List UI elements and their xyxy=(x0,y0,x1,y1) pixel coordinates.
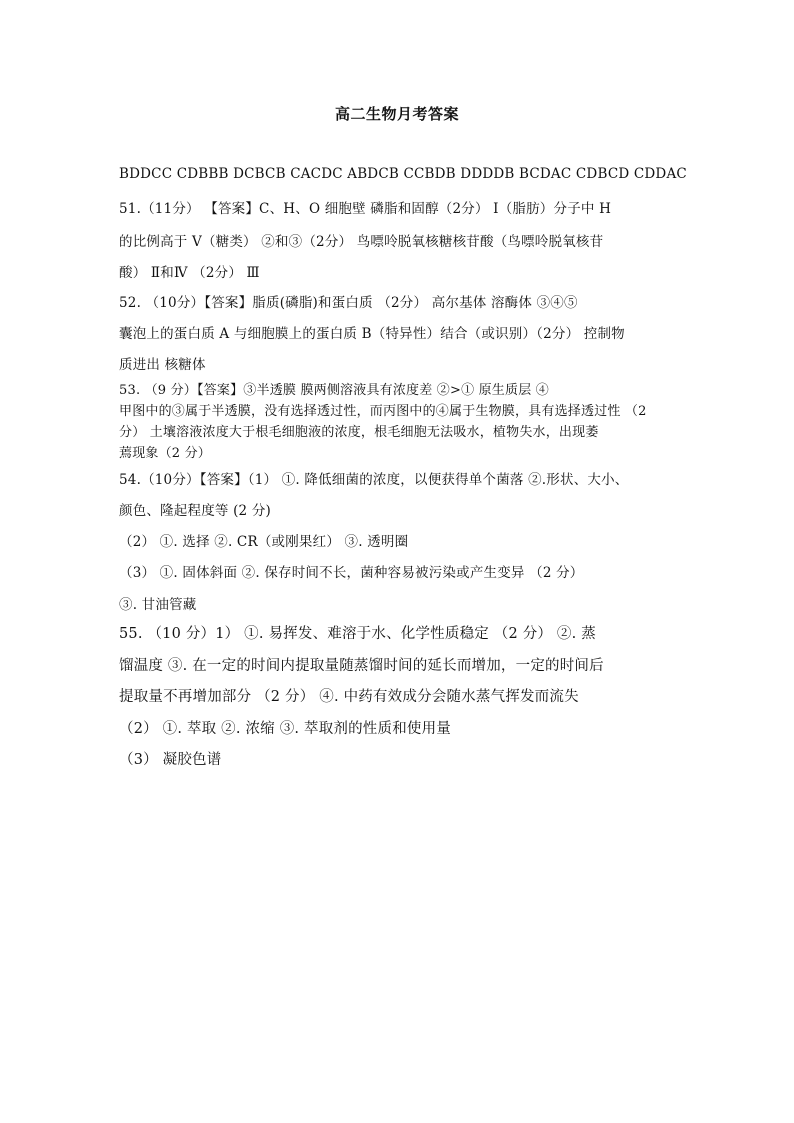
q55-line-1: 55. （10 分）1） ①. 易挥发、难溶于水、化学性质稳定 （2 分） ②. 蒸 xyxy=(119,626,596,642)
q53-line-2: 甲图中的③属于半透膜，没有选择透过性，而丙图中的④属于生物膜，具有选择透过性 （2 xyxy=(119,404,647,419)
q51-line-1: 51.（11分） 【答案】C、H、O 细胞壁 磷脂和固醇（2分） Ⅰ（脂肪）分子中 H xyxy=(119,201,612,217)
q54-line-2: 颜色、隆起程度等 (2 分) xyxy=(119,503,272,519)
q55-line-3: 提取量不再增加部分 （2 分） ④. 中药有效成分会随水蒸气挥发而流失 xyxy=(119,689,579,705)
q53-line-3: 分） 土壤溶液浓度大于根毛细胞液的浓度，根毛细胞无法吸水，植物失水，出现萎 xyxy=(119,425,599,440)
q55-line-5: （3） 凝胶色谱 xyxy=(119,752,222,768)
q55-line-2: 馏温度 ③. 在一定的时间内提取量随蒸馏时间的延长而增加，一定的时间后 xyxy=(119,658,604,674)
q52-line-1: 52. （10分）【答案】脂质(磷脂)和蛋白质 （2分） 高尔基体 溶酶体 ③④⑤ xyxy=(119,295,578,311)
q54-line-3: （2） ①. 选择 ②. CR（或刚果红） ③. 透明圈 xyxy=(119,534,409,550)
q55-line-4: （2） ①. 萃取 ②. 浓缩 ③. 萃取剂的性质和使用量 xyxy=(119,721,452,737)
multiple-choice-answers: BDDCC CDBBB DCBCB CACDC ABDCB CCBDB DDDDB BCDAC CDBCD CDDAC xyxy=(119,166,687,182)
q54-line-1: 54.（10分）【答案】（1） ①. 降低细菌的浓度，以便获得单个菌落 ②.形状、大小、 xyxy=(119,472,629,488)
q51-line-3: 酸） Ⅱ和Ⅳ （2分） Ⅲ xyxy=(119,265,260,281)
q54-line-4: （3） ①. 固体斜面 ②. 保存时间不长，菌种容易被污染或产生变异 （2 分） xyxy=(119,565,584,581)
q52-line-2: 囊泡上的蛋白质 A 与细胞膜上的蛋白质 B（特异性）结合（或识别）（2分） 控制物 xyxy=(119,326,625,342)
q52-line-3: 质进出 核糖体 xyxy=(119,357,206,373)
q53-line-1: 53. （9 分）【答案】③半透膜 膜两侧溶液具有浓度差 ②>① 原生质层 ④ xyxy=(119,383,549,398)
q54-line-5: ③. 甘油管藏 xyxy=(119,597,197,613)
q51-line-2: 的比例高于 V（糖类） ②和③（2分） 鸟嘌呤脱氧核糖核苷酸（鸟嘌呤脱氧核苷 xyxy=(119,234,604,250)
page-title: 高二生物月考答案 xyxy=(334,105,459,123)
q53-line-4: 蔫现象（2 分） xyxy=(119,446,212,461)
